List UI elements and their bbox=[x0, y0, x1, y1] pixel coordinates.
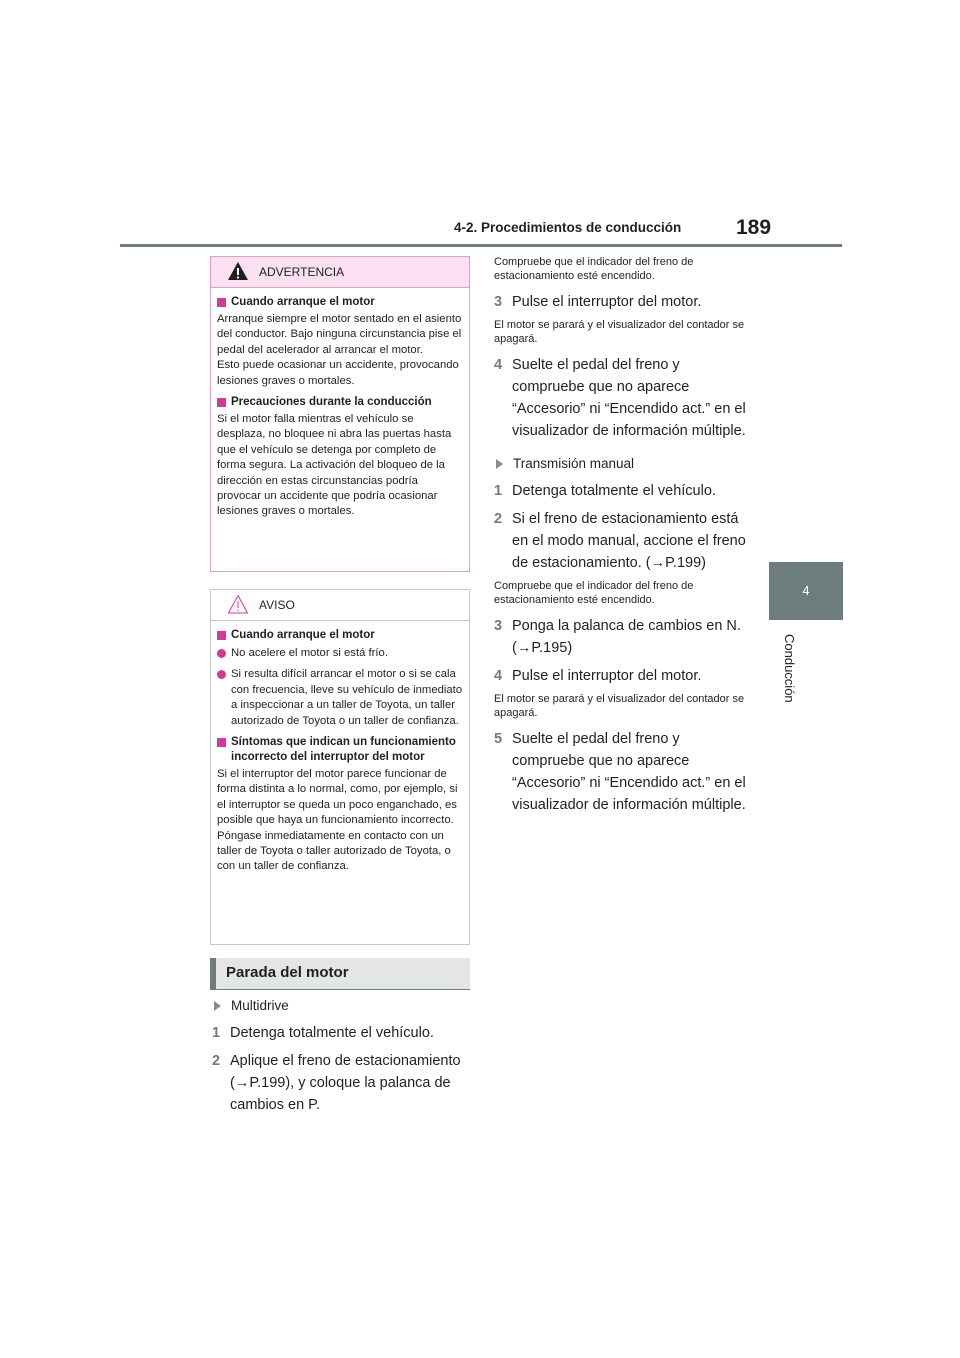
note-text: El motor se parará y el visualizador del contador se apagará. bbox=[494, 319, 745, 345]
mode-label: Transmisión manual bbox=[494, 454, 750, 474]
warning-text: Arranque siempre el motor sentado en el asiento del conductor. Bajo ninguna circunstancia pise el pedal del acelerador al arrancar el motor. Esto puede ocasionar un accidente, provocando lesiones graves o mortales. bbox=[217, 313, 462, 387]
chapter-tab[interactable]: 4 bbox=[769, 562, 843, 620]
step-item: 1 Detenga totalmente el vehículo. bbox=[494, 483, 716, 499]
step-item: 1 Detenga totalmente el vehículo. bbox=[212, 1025, 434, 1041]
caution-subheading: Síntomas que indican un funcionamiento incorrecto del interruptor del motor bbox=[217, 735, 463, 765]
square-bullet-icon bbox=[217, 398, 226, 407]
section-heading bbox=[210, 958, 470, 990]
square-bullet-icon bbox=[217, 298, 226, 307]
caution-text: Si el interruptor del motor parece funcionar de forma distinta a lo normal, como, por ejemplo, si el interruptor se queda un poco enganchado, es posible que haya un funcionamiento incorrecto. Póngase inmediatamente en contacto con un taller de Toyota o taller autorizado de Toyota, o con un taller de confianza. bbox=[217, 768, 458, 873]
note-text: Compruebe que el indicador del freno de estacionamiento esté encendido. bbox=[494, 256, 694, 282]
chapter-label-text: Conducción bbox=[782, 634, 797, 703]
caution-subheading: Cuando arranque el motor bbox=[217, 628, 463, 643]
triangle-bullet-icon bbox=[214, 1001, 221, 1011]
circle-bullet-icon bbox=[217, 649, 226, 658]
page-number: 189 bbox=[736, 216, 772, 239]
caution-bullet: No acelere el motor si está frío. bbox=[217, 646, 463, 661]
caution-header bbox=[211, 590, 469, 621]
caution-title: AVISO bbox=[259, 598, 295, 612]
step-item: 3 Pulse el interruptor del motor. bbox=[494, 294, 702, 310]
warning-title: ADVERTENCIA bbox=[259, 265, 345, 279]
step-item: 3 Ponga la palanca de cambios en N. (→P.195) bbox=[494, 618, 741, 656]
warning-triangle-icon bbox=[227, 261, 249, 281]
warning-header bbox=[211, 257, 469, 288]
warning-subheading: Precauciones durante la conducción bbox=[217, 395, 463, 410]
triangle-bullet-icon bbox=[496, 459, 503, 469]
section-heading-text: Parada del motor bbox=[226, 964, 349, 981]
note-text: Compruebe que el indicador del freno de estacionamiento esté encendido. bbox=[494, 580, 694, 606]
header-rule bbox=[120, 244, 842, 247]
step-item: 2 Si el freno de estacionamiento está en el modo manual, accione el freno de estacionamiento. (→P.199) bbox=[494, 511, 746, 571]
step-item: 4 Pulse el interruptor del motor. bbox=[494, 668, 702, 684]
warning-box bbox=[210, 256, 470, 572]
left-steps bbox=[212, 996, 474, 1122]
square-bullet-icon bbox=[217, 631, 226, 640]
caution-triangle-icon bbox=[227, 594, 249, 614]
warning-text: Si el motor falla mientras el vehículo se desplaza, no bloquee ni abra las puertas hasta que el vehículo se detenga por completo de forma segura. La activación del bloqueo de la dirección en estas circunstancias podría provocar un accidente que podría ocasionar lesiones graves o mortales. bbox=[217, 413, 452, 518]
step-item: 2 Aplique el freno de estacionamiento (→P.199), y coloque la palanca de cambios en P. bbox=[212, 1053, 461, 1113]
caution-bullet: Si resulta difícil arrancar el motor o si se cala con frecuencia, lleve su vehículo de inmediato a inspeccionar a un taller de Toyota, un taller autorizado de Toyota o un taller de confianza. bbox=[217, 667, 463, 729]
note-text: El motor se parará y el visualizador del contador se apagará. bbox=[494, 693, 745, 719]
section-title: 4-2. Procedimientos de conducción bbox=[454, 220, 682, 235]
warning-subheading: Cuando arranque el motor bbox=[217, 295, 463, 310]
circle-bullet-icon bbox=[217, 670, 226, 679]
chapter-label bbox=[752, 632, 842, 722]
step-item: 4 Suelte el pedal del freno y compruebe que no aparece “Accesorio” ni “Encendido act.” en el visualizador de información múltiple. bbox=[494, 357, 746, 439]
caution-box bbox=[210, 589, 470, 945]
step-item: 5 Suelte el pedal del freno y compruebe que no aparece “Accesorio” ni “Encendido act.” en el visualizador de información múltiple. bbox=[494, 731, 746, 813]
mode-label: Multidrive bbox=[212, 996, 474, 1016]
right-steps bbox=[494, 256, 750, 822]
square-bullet-icon bbox=[217, 738, 226, 747]
